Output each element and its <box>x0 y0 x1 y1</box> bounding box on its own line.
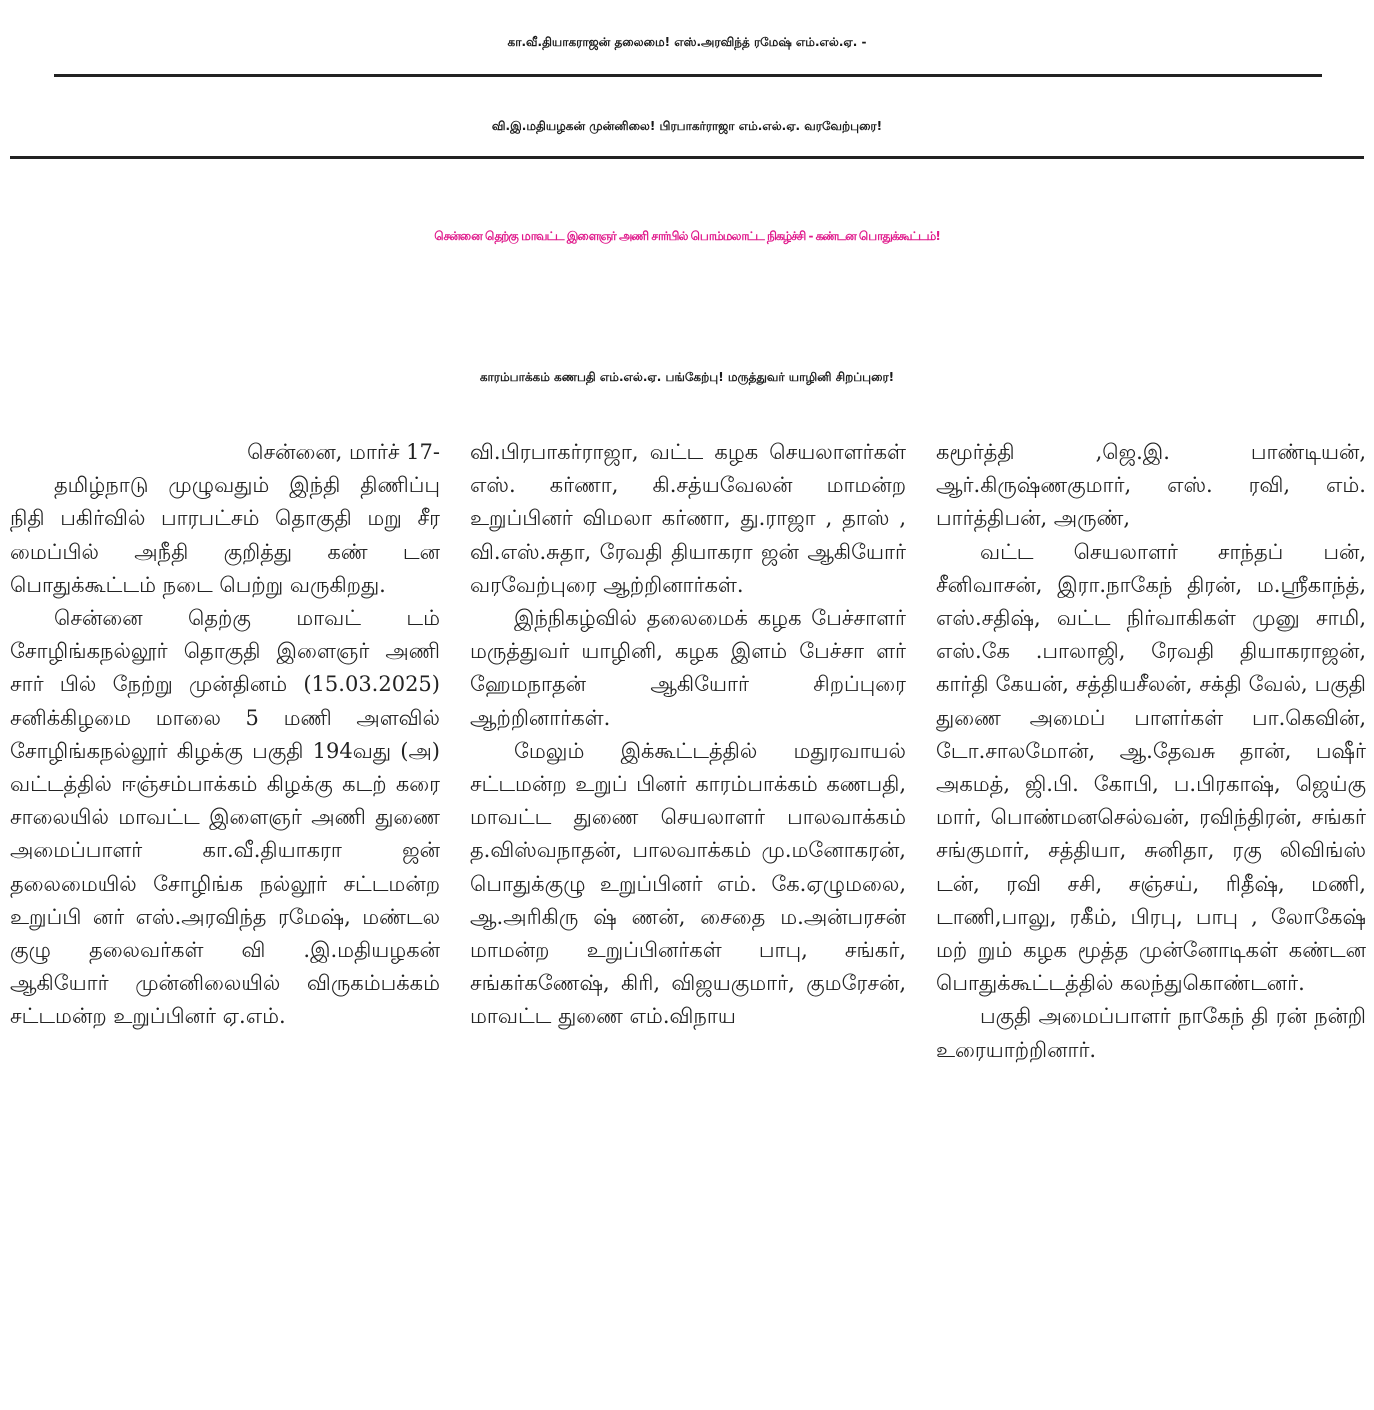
main-headline: சென்னை தெற்கு மாவட்ட இளைஞர் அணி சார்பில் பொம்மலாட்ட நிகழ்ச்சி - கண்டன பொதுக்கூட்டம்! <box>434 229 940 243</box>
article-paragraph: வி.பிரபாகர்ராஜா, வட்ட கழக செயலாளர்கள் எஸ். கர்ணா, கி.சத்யவேலன் மாமன்ற உறுப்பினர் விமலா கர்ணா, து.ராஜா , தாஸ் , வி.எஸ்.சுதா, ரேவதி தியாகரா ஜன் ஆகியோர் வரவேற்புரை ஆற்றினார்கள். <box>470 440 906 597</box>
article-column-2 <box>470 436 906 1034</box>
dateline: சென்னை, மார்ச் 17- <box>247 440 440 464</box>
article-paragraph: மேலும் இக்கூட்டத்தில் மதுரவாயல் சட்டமன்ற உறுப் பினர் காரம்பாக்கம் கணபதி, மாவட்ட துணை செயலாளர் பாலவாக்கம் த.விஸ்வநாதன், பாலவாக்கம் மு.மனோகரன், பொதுக்குழு உறுப்பினர் எம். கே.ஏழுமலை, ஆ.அரிகிரு ஷ் ணன், சைதை ம.அன்பரசன் மாமன்ற உறுப்பினர்கள் பாபு, சங்கர், சங்கர்கணேஷ், கிரி, விஜயகுமார், குமரேசன், மாவட்ட துணை எம்.விநாய <box>470 738 906 1029</box>
headline-line-2: வி.இ.மதியழகன் முன்னிலை! பிரபாகர்ராஜா எம்.எல்.ஏ. வரவேற்புரை! <box>491 119 883 133</box>
article-paragraph: தமிழ்நாடு முழுவதும் இந்தி திணிப்பு நிதி பகிர்வில் பாரபட்சம் தொகுதி மறு சீர மைப்பில் அநீதி குறித்து கண் டன பொதுக்கூட்டம் நடை பெற்று வருகிறது. <box>10 473 440 597</box>
article-paragraph: இந்நிகழ்வில் தலைமைக் கழக பேச்சாளர் மருத்துவர் யாழினி, கழக இளம் பேச்சா ளர் ஹேமநாதன் ஆகியோர் சிறப்புரை ஆற்றினார்கள். <box>470 606 906 730</box>
article-column-3 <box>936 436 1366 1067</box>
article-paragraph: வட்ட செயலாளர் சாந்தப் பன், சீனிவாசன், இரா.நாகேந் திரன், ம.ஸ்ரீகாந்த், எஸ்.சதிஷ், வட்ட நிர்வாகிகள் முனு சாமி, எஸ்.கே .பாலாஜி, ரேவதி தியாகராஜன், கார்தி கேயன், சத்தியசீலன், சக்தி வேல், பகுதி துணை அமைப் பாளர்கள் பா.கெவின், டோ.சாலமோன், ஆ.தேவசு தான், பஷீர் அகமத், ஜி.பி. கோபி, ப.பிரகாஷ், ஜெய்கு மார், பொண்மனசெல்வன், ரவிந்திரன், சங்கர் சங்குமார், சத்தியா, சுனிதா, ரகு லிவிங்ஸ் டன், ரவி சசி, சஞ்சய், ரிதீஷ், மணி, டாணி,பாலு, ரகீம், பிரபு, பாபு , லோகேஷ் மற் றும் கழக மூத்த முன்னோடிகள் கண்டன பொதுக்கூட்டத்தில் கலந்துகொண்டனர். <box>936 539 1366 996</box>
headline-rule <box>10 156 1364 159</box>
article-column-1 <box>10 436 440 1034</box>
article-paragraph: சென்னை தெற்கு மாவட் டம் சோழிங்கநல்லூர் தொகுதி இளைஞர் அணி சார் பில் நேற்று முன்தினம் (15.03.2025) சனிக்கிழமை மாலை 5 மணி அளவில் சோழிங்கநல்லூர் கிழக்கு பகுதி 194வது (அ) வட்டத்தில் ஈஞ்சம்பாக்கம் கிழக்கு கடற் கரை சாலையில் மாவட்ட இளைஞர் அணி துணை அமைப்பாளர் கா.வீ.தியாகரா ஜன் தலைமையில் சோழிங்க நல்லூர் சட்டமன்ற உறுப்பி னர் எஸ்.அரவிந்த ரமேஷ், மண்டல குழு தலைவர்கள் வி .இ.மதியழகன் ஆகியோர் முன்னிலையில் விருகம்பக்கம் சட்டமன்ற உறுப்பினர் ஏ.எம். <box>10 606 440 1029</box>
article-paragraph: கமூர்த்தி ,ஜெ.இ. பாண்டியன், ஆர்.கிருஷ்ணகுமார், எஸ். ரவி, எம். பார்த்திபன், அருண், <box>936 440 1366 531</box>
sub-headline: காரம்பாக்கம் கணபதி எம்.எல்.ஏ. பங்கேற்பு! மருத்துவர் யாழினி சிறப்புரை! <box>479 370 895 384</box>
headline-line-1: கா.வீ.தியாகராஜன் தலைமை! எஸ்.அரவிந்த் ரமேஷ் எம்.எல்.ஏ. - <box>507 35 867 49</box>
headline-rule <box>54 74 1322 77</box>
article-paragraph: பகுதி அமைப்பாளர் நாகேந் தி ரன் நன்றி உரையாற்றினார். <box>936 1004 1366 1062</box>
